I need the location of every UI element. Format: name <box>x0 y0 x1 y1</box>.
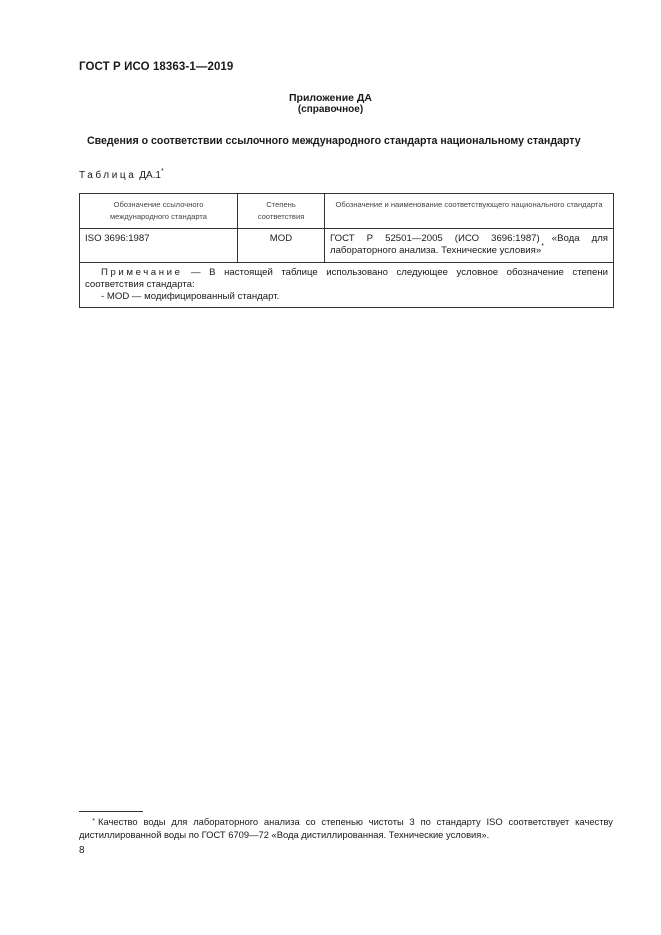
footnote <box>79 816 613 841</box>
cell-international-standard: ISO 3696:1987 <box>80 229 238 263</box>
footnote-divider <box>79 811 143 812</box>
note-label: Примечание <box>101 267 183 278</box>
cell-degree: MOD <box>238 229 325 263</box>
annex-title: Приложение ДА <box>289 92 372 104</box>
cell-national-standard <box>325 229 614 263</box>
column-header-national-standard: Обозначение и наименование соответствующего национального стандарта <box>325 194 614 229</box>
cell-national-standard-text: ГОСТ Р 52501—2005 (ИСО 3696:1987) «Вода для лабораторного анализа. Технические условия» <box>330 233 608 256</box>
page-number: 8 <box>79 845 85 856</box>
table-caption-footnote-mark: * <box>161 168 164 175</box>
table-caption-word: Таблица <box>79 170 137 181</box>
note-item: - MOD — модифицированный стандарт. <box>101 291 280 302</box>
table-note-row <box>80 263 614 308</box>
document-header: ГОСТ Р ИСО 18363-1—2019 <box>79 61 234 73</box>
annex-subtitle: (справочное) <box>297 104 364 115</box>
note-body: — В настоящей таблице использовано следующее условное обозначение степени соответствия стандарта: <box>85 267 608 290</box>
column-header-degree: Степень соответствия <box>238 194 325 229</box>
table-row <box>80 229 614 263</box>
table-caption <box>79 170 164 181</box>
table-caption-id: ДА.1 <box>139 170 161 181</box>
section-title: Сведения о соответствии ссылочного международного стандарта национальному стандарту <box>87 135 581 147</box>
table-header-row <box>80 194 614 229</box>
table-note <box>80 263 614 308</box>
footnote-text: Качество воды для лабораторного анализа со степенью чистоты 3 по стандарту ISO соответствует качеству дистиллированной воды по ГОСТ 6709—72 «Вода дистиллированная. Технические условия». <box>79 816 613 840</box>
correspondence-table <box>79 193 614 308</box>
footnote-mark: * <box>92 818 95 825</box>
column-header-international-standard: Обозначение ссылочного международного стандарта <box>80 194 238 229</box>
cell-footnote-mark: * <box>541 243 544 250</box>
correspondence-table-wrapper <box>79 193 613 308</box>
note-text <box>85 267 608 291</box>
